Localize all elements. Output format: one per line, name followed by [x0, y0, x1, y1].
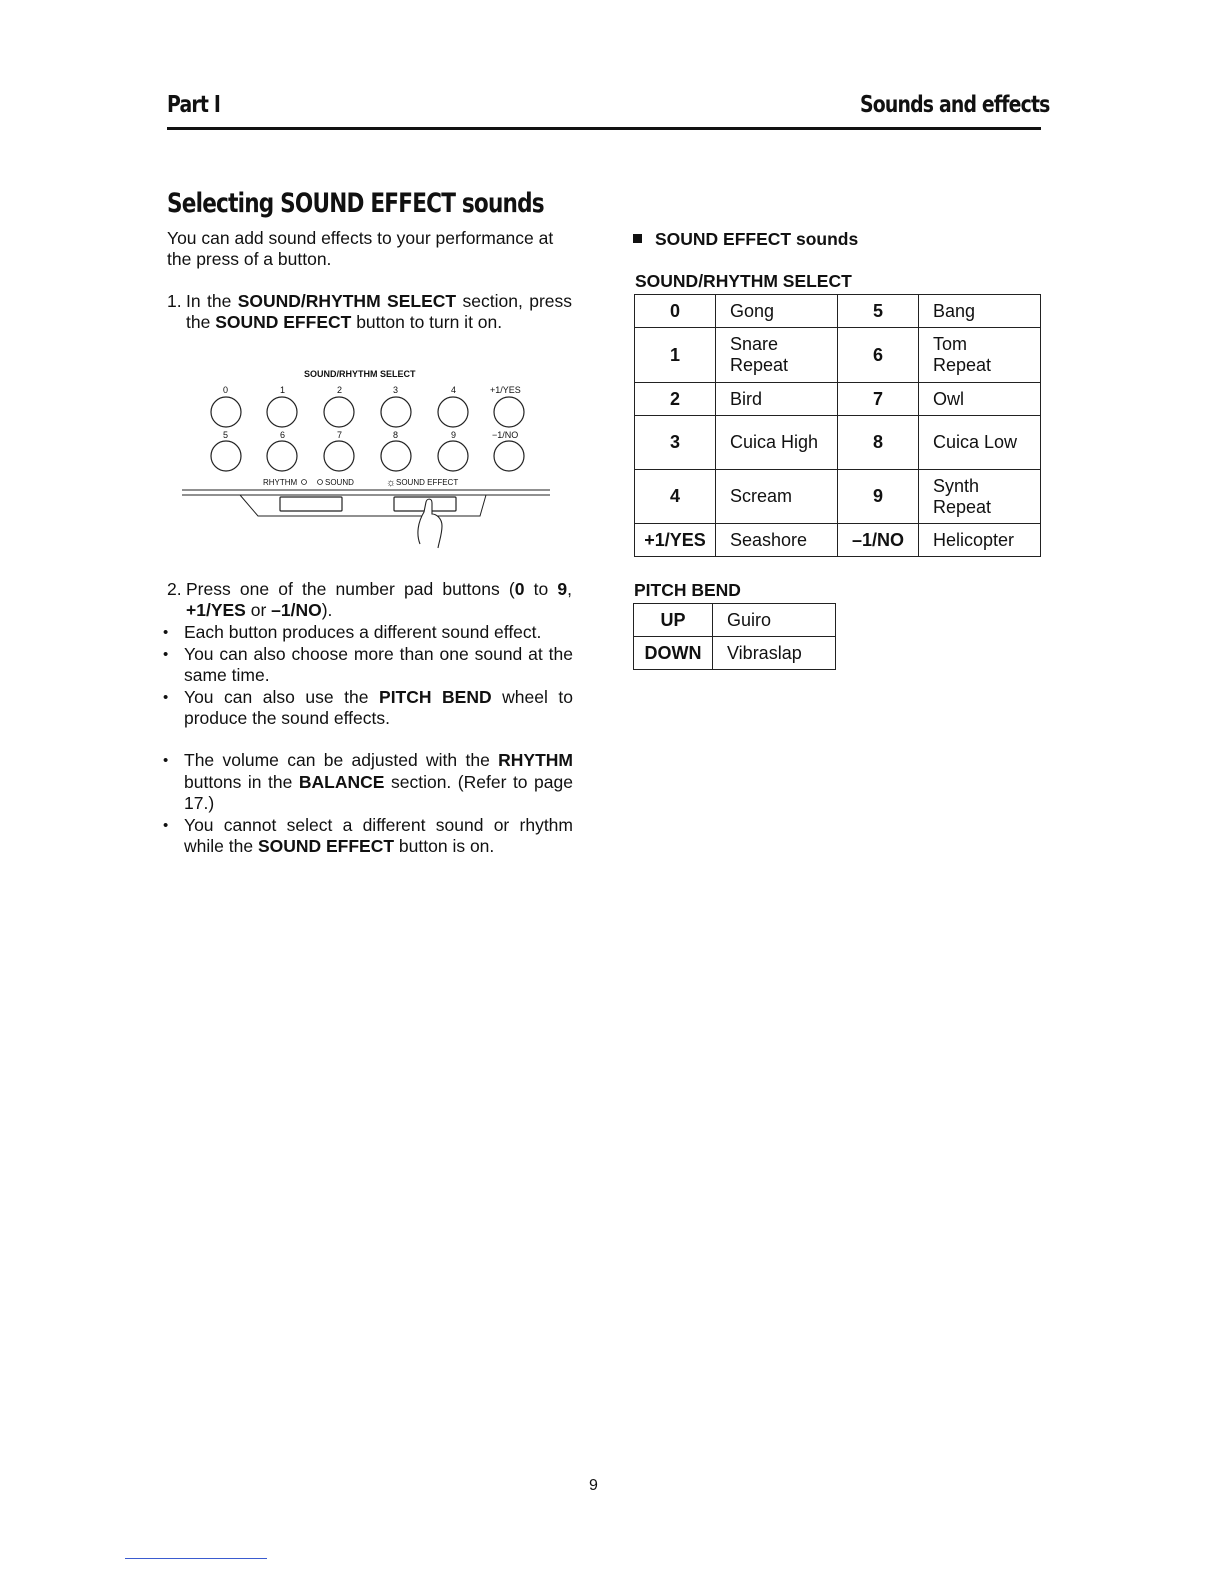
table-row: [635, 524, 1041, 557]
header-rule: [167, 127, 1041, 130]
table-row: [634, 637, 836, 670]
diagram-key-3: [381, 397, 411, 427]
diagram-indicator-label: RHYTHM: [263, 478, 298, 487]
step-text: In the SOUND/RHYTHM SELECT section, press the SOUND EFFECT button to turn it on.: [186, 291, 573, 332]
diagram-key-9: [438, 441, 468, 471]
step-2: [167, 579, 572, 623]
diagram-key-1: [267, 397, 297, 427]
diagram-key-label: 7: [337, 430, 343, 440]
diagram-key-no: [494, 441, 524, 471]
bullet-item: • You can also use the PITCH BEND wheel to produce the sound effects.: [163, 687, 573, 730]
diagram-key-label: 9: [451, 430, 457, 440]
bullet-item: • Each button produces a different sound effect.: [163, 622, 573, 644]
table-value-cell: Helicopter: [919, 524, 1041, 557]
table-row: [634, 604, 836, 637]
diagram-key-label: 6: [280, 430, 286, 440]
table-value-cell: Seashore: [716, 524, 838, 557]
intro-paragraph: You can add sound effects to your performance at the press of a button.: [167, 228, 554, 269]
step-1: [167, 291, 572, 335]
table-key-cell: +1/YES: [635, 524, 716, 557]
table-value-cell: Tom Repeat: [919, 328, 1041, 383]
table-value-cell: Owl: [919, 383, 1041, 416]
table-key-cell: 7: [838, 383, 919, 416]
table-value-cell: Synth Repeat: [919, 470, 1041, 524]
header-part-label: Part I: [167, 92, 221, 118]
diagram-key-label: 3: [393, 385, 399, 395]
table-value-cell: Bang: [919, 295, 1041, 328]
diagram-title: SOUND/RHYTHM SELECT: [304, 369, 416, 379]
bullet-item: • You can also choose more than one sound at the same time.: [163, 644, 573, 687]
table-key-cell: 2: [635, 383, 716, 416]
square-bullet-icon: [633, 234, 642, 243]
table-key-cell: DOWN: [634, 637, 713, 670]
table-row: [635, 295, 1041, 328]
diagram-lit-led-icon: ☼: [386, 477, 397, 489]
sound-rhythm-table: [634, 294, 1041, 557]
step-number: 1.: [167, 291, 182, 311]
diagram-rhythm-sound-button: [280, 497, 342, 511]
diagram-key-label: 1: [280, 385, 286, 395]
table-key-cell: 9: [838, 470, 919, 524]
diagram-key-label: 4: [451, 385, 457, 395]
table-value-cell: Guiro: [713, 604, 836, 637]
table-key-cell: 4: [635, 470, 716, 524]
diagram-key-8: [381, 441, 411, 471]
sound-rhythm-panel-diagram: [180, 362, 552, 562]
pitch-bend-table-caption: PITCH BEND: [634, 580, 741, 600]
footnote-rule: [125, 1558, 267, 1559]
table-key-cell: –1/NO: [838, 524, 919, 557]
diagram-key-0: [211, 397, 241, 427]
table-value-cell: Bird: [716, 383, 838, 416]
diagram-key-4: [438, 397, 468, 427]
table-key-cell: 1: [635, 328, 716, 383]
table-key-cell: 5: [838, 295, 919, 328]
diagram-key-label: +1/YES: [490, 385, 521, 395]
step-number: 2.: [167, 579, 182, 599]
table-value-cell: Gong: [716, 295, 838, 328]
table-row: [635, 383, 1041, 416]
table-key-cell: 3: [635, 416, 716, 470]
diagram-key-6: [267, 441, 297, 471]
bullet-item: • The volume can be adjusted with the RHYTHM buttons in the BALANCE section. (Refer to page 17.): [163, 750, 573, 815]
diagram-led-rhythm: [302, 480, 307, 485]
bullet-item: • You cannot select a different sound or rhythm while the SOUND EFFECT button is on.: [163, 815, 573, 858]
page-number: 9: [589, 1477, 598, 1494]
bullet-list-notes: [163, 750, 573, 858]
table-key-cell: 0: [635, 295, 716, 328]
diagram-key-7: [324, 441, 354, 471]
table-row: [635, 416, 1041, 470]
sound-effect-sounds-heading: SOUND EFFECT sounds: [633, 229, 858, 250]
diagram-key-2: [324, 397, 354, 427]
step-text: Press one of the number pad buttons (0 to 9, +1/YES or –1/NO).: [186, 579, 572, 620]
table-value-cell: Snare Repeat: [716, 328, 838, 383]
table-value-cell: Cuica High: [716, 416, 838, 470]
pitch-bend-table: [633, 603, 836, 670]
diagram-key-label: 2: [337, 385, 343, 395]
table-row: [635, 328, 1041, 383]
section-title: Selecting SOUND EFFECT sounds: [167, 188, 544, 219]
table-key-cell: 8: [838, 416, 919, 470]
diagram-led-sound: [318, 480, 323, 485]
diagram-key-label: 8: [393, 430, 399, 440]
diagram-key-label: −1/NO: [492, 430, 519, 440]
diagram-finger-icon: [418, 499, 442, 548]
diagram-key-yes: [494, 397, 524, 427]
table-key-cell: 6: [838, 328, 919, 383]
table-value-cell: Vibraslap: [713, 637, 836, 670]
diagram-key-5: [211, 441, 241, 471]
sound-rhythm-table-caption: SOUND/RHYTHM SELECT: [635, 271, 852, 291]
diagram-indicator-label: SOUND EFFECT: [396, 478, 459, 487]
table-value-cell: Cuica Low: [919, 416, 1041, 470]
diagram-key-label: 5: [223, 430, 229, 440]
table-key-cell: UP: [634, 604, 713, 637]
header-chapter-label: Sounds and effects: [860, 92, 1050, 118]
table-row: [635, 470, 1041, 524]
diagram-indicator-label: SOUND: [325, 478, 354, 487]
diagram-key-label: 0: [223, 385, 229, 395]
table-value-cell: Scream: [716, 470, 838, 524]
bullet-list-step2: [163, 622, 573, 730]
